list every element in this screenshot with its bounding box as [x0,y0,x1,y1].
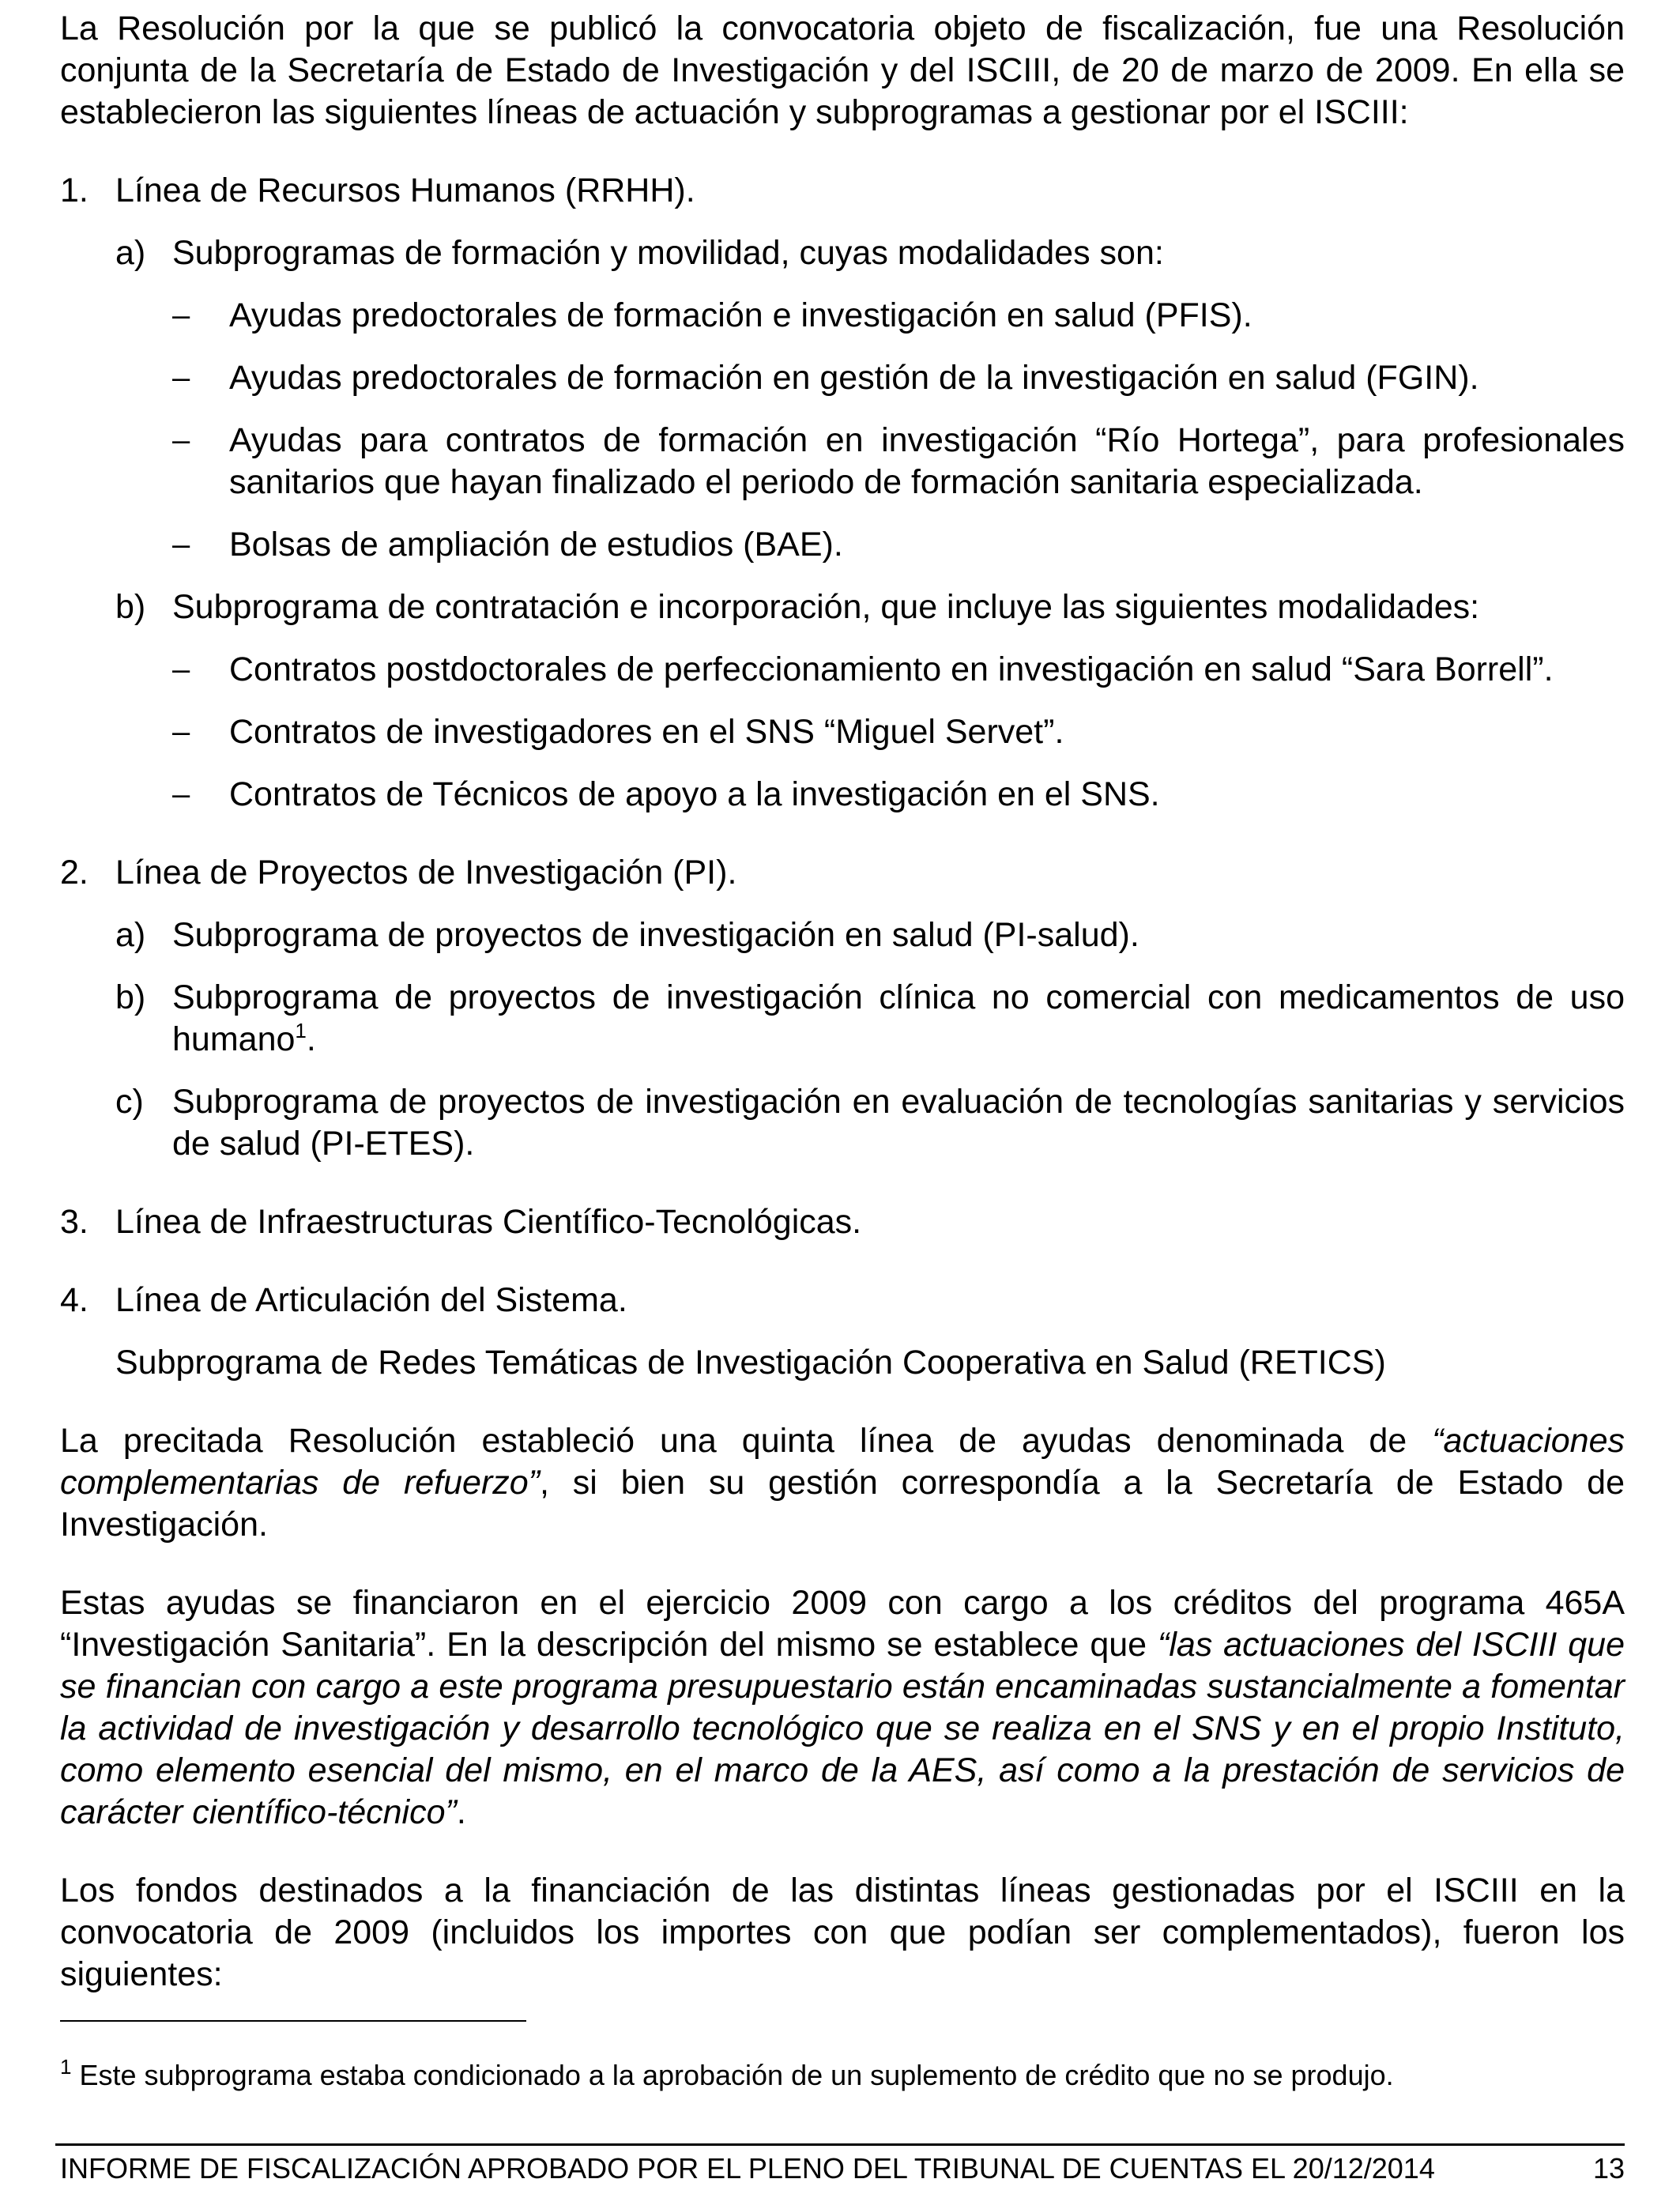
paragraph-quinta-linea: La precitada Resolución estableció una quinta línea de ayudas denominada de “actuaciones complementarias de refuerzo”, si bien su gestión correspondía a la Secretaría de Estado de Investigación. [60,1422,1625,1544]
line-number: 3. [60,1203,89,1241]
dash-bullet: – [172,527,190,562]
subprogram-label: b) [115,978,146,1016]
dash-bullet: – [172,652,190,687]
subprogram-text: Subprogramas de formación y movilidad, cuyas modalidades son: [172,234,1164,272]
line-number: 1. [60,172,89,209]
footer-rule [55,2143,1625,2146]
subprogram [115,914,1625,956]
dash-bullet: – [172,714,190,749]
paragraph-fondos: Los fondos destinados a la financiación de las distintas líneas gestionadas por el ISCIII en la convocatoria de 2009 (incluidos los importes con que podían ser complementados), fueron los siguientes: [60,1872,1625,1993]
page-number: 13 [1592,2152,1625,2185]
line-4 [60,1280,1625,1384]
line-3 [60,1201,1625,1243]
dash-bullet: – [172,298,190,333]
list-item [172,420,1625,503]
line-heading [60,170,1625,212]
footnote-separator [60,2020,526,2022]
list-item [172,357,1625,399]
modality-list [60,649,1625,816]
subprogram [115,232,1625,274]
subprogram [115,1081,1625,1165]
dash-bullet: – [172,360,190,395]
subprogram-text: Subprograma de proyectos de investigación en salud (PI-salud). [172,916,1139,954]
footnote [60,2055,1625,2093]
footnote-text: Este subprograma estaba condicionado a la aprobación de un suplemento de crédito que no se produjo. [79,2059,1394,2091]
list-item-text: Ayudas predoctorales de formación e investigación en salud (PFIS). [229,296,1252,334]
line-note: Subprograma de Redes Temáticas de Investigación Cooperativa en Salud (RETICS) [115,1344,1386,1382]
line-1 [60,170,1625,816]
list-item-text: Contratos postdoctorales de perfeccionamiento en investigación en salud “Sara Borrell”. [229,650,1554,688]
modality-list [60,295,1625,566]
line-title: Línea de Infraestructuras Científico-Tecnológicas. [115,1203,862,1241]
subprogram-label: c) [115,1083,144,1121]
subprogram-text: Subprograma de proyectos de investigación en evaluación de tecnologías sanitarias y servicios de salud (PI-ETES). [172,1083,1625,1163]
list-item-text: Contratos de investigadores en el SNS “Miguel Servet”. [229,713,1064,751]
subprogram [115,977,1625,1061]
intro-paragraph: La Resolución por la que se publicó la convocatoria objeto de fiscalización, fue una Resolución conjunta de la Secretaría de Estado de Investigación y del ISCIII, de 20 de marzo de 2009. En ella se establecieron las siguientes líneas de actuación y subprogramas a gestionar por el ISCIII: [60,9,1625,131]
line-title: Línea de Recursos Humanos (RRHH). [115,172,695,209]
subprogram-label: a) [115,916,146,954]
list-item [172,649,1625,691]
list-item-text: Contratos de Técnicos de apoyo a la investigación en el SNS. [229,775,1160,813]
footnote-number: 1 [60,2055,72,2079]
dash-bullet: – [172,423,190,458]
subprogram [115,586,1625,628]
list-item [172,524,1625,566]
line-number: 2. [60,854,89,892]
list-item-text: Ayudas para contratos de formación en investigación “Río Hortega”, para profesionales sanitarios que hayan finalizado el periodo de formación sanitaria especializada. [229,421,1625,501]
subprogram-label: b) [115,588,146,626]
paragraph-financiacion: Estas ayudas se financiaron en el ejercicio 2009 con cargo a los créditos del programa 465A “Investigación Sanitaria”. En la descripción del mismo se establece que “las actuaciones del ISCIII que se financian con cargo a este programa presupuestario están encaminadas sustancialmente a fomentar la actividad de investigación y desarrollo tecnológico que se realiza en el SNS y en el propio Instituto, como elemento esencial del mismo, en el marco de la AES, así como a la prestación de servicios de carácter científico-técnico”. [60,1584,1625,1831]
list-item-text: Ayudas predoctorales de formación en gestión de la investigación en salud (FGIN). [229,359,1479,397]
list-item [172,295,1625,337]
list-item-text: Bolsas de ampliación de estudios (BAE). [229,526,843,564]
line-number: 4. [60,1281,89,1319]
footnote-ref[interactable]: 1 [295,1019,307,1042]
list-item [172,711,1625,753]
dash-bullet: – [172,777,190,812]
body-content [60,8,1625,1996]
line-title: Línea de Proyectos de Investigación (PI). [115,854,737,892]
line-heading [60,1280,1625,1321]
subprogram-text: Subprograma de contratación e incorporación, que incluye las siguientes modalidades: [172,588,1480,626]
list-item [172,774,1625,816]
page-footer [60,2151,1625,2186]
line-2 [60,852,1625,1165]
footer-text: INFORME DE FISCALIZACIÓN APROBADO POR EL PLENO DEL TRIBUNAL DE CUENTAS EL 20/12/2014 [60,2152,1435,2185]
line-title: Línea de Articulación del Sistema. [115,1281,627,1319]
subprogram-text: Subprograma de proyectos de investigación clínica no comercial con medicamentos de uso humano$^1$. [172,978,1625,1058]
subprogram-label: a) [115,234,146,272]
line-heading [60,852,1625,894]
